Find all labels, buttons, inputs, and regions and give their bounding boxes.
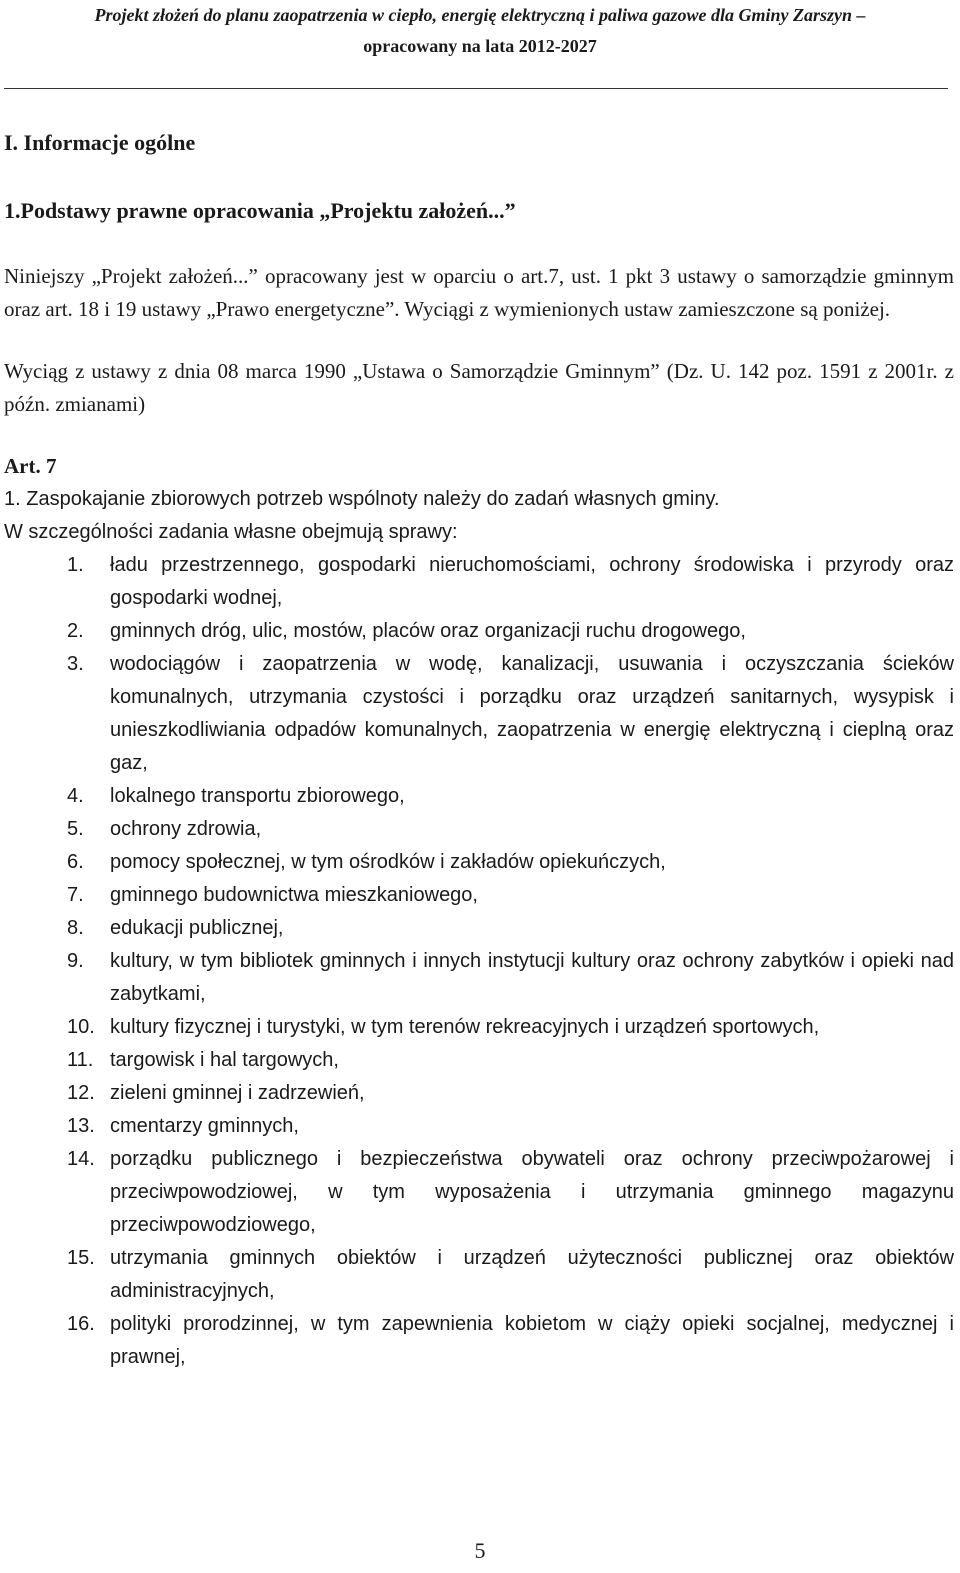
page-header [0, 0, 960, 62]
excerpt-paragraph: Wyciąg z ustawy z dnia 08 marca 1990 „Ustawa o Samorządzie Gminnym” (Dz. U. 142 poz. 1591 z 2001r. z późn. zmianami) [4, 359, 954, 416]
list-item [4, 1242, 954, 1308]
list-item-text: utrzymania gminnych obiektów i urządzeń użyteczności publicznej oraz obiektów administracyjnych, [110, 1247, 954, 1302]
article-lead: W szczególności zadania własne obejmują sprawy: [4, 521, 458, 543]
list-item-text: zieleni gminnej i zadrzewień, [110, 1082, 365, 1104]
list-item-text: gminnego budownictwa mieszkaniowego, [110, 884, 478, 906]
subsection-title: 1.Podstawy prawne opracowania „Projektu założeń...” [4, 198, 516, 223]
list-item-text: kultury fizycznej i turystyki, w tym terenów rekreacyjnych i urządzeń sportowych, [110, 1016, 820, 1038]
header-divider [4, 88, 948, 89]
list-item-number: 4. [67, 785, 84, 807]
page-number: 5 [474, 1538, 486, 1563]
list-item-text: kultury, w tym bibliotek gminnych i innych instytucji kultury oraz ochrony zabytków i opieki nad zabytkami, [110, 950, 954, 1005]
header-title: Projekt złożeń do planu zaopatrzenia w ciepło, energię elektryczną i paliwa gazowe dla Gminy Zarszyn – [94, 5, 866, 25]
list-item [4, 1077, 954, 1110]
list-item-text: porządku publicznego i bezpieczeństwa obywateli oraz ochrony przeciwpożarowej i przeciwpowodziowej, w tym wyposażenia i utrzymania gminnego magazynu przeciwpowodziowego, [110, 1148, 954, 1236]
list-item [4, 879, 954, 912]
list-item-text: edukacji publicznej, [110, 917, 284, 939]
list-item-number: 8. [67, 917, 84, 939]
list-item-text: polityki prorodzinnej, w tym zapewnienia kobietom w ciąży opieki socjalnej, medycznej i prawnej, [110, 1313, 954, 1368]
list-item-text: lokalnego transportu zbiorowego, [110, 785, 405, 807]
list-item-number: 9. [67, 950, 84, 972]
list-item-number: 16. [67, 1313, 95, 1335]
list-item-number: 6. [67, 851, 84, 873]
list-item-number: 13. [67, 1115, 95, 1137]
list-item-number: 7. [67, 884, 84, 906]
list-item-number: 12. [67, 1082, 95, 1104]
list-item-number: 11. [67, 1049, 94, 1071]
article-body [4, 483, 954, 1374]
list-item [4, 1308, 954, 1374]
list-item [4, 615, 954, 648]
list-item-number: 14. [67, 1148, 95, 1170]
list-item [4, 780, 954, 813]
article-point: 1. Zaspokajanie zbiorowych potrzeb wspólnoty należy do zadań własnych gminy. [4, 488, 720, 510]
list-item [4, 1110, 954, 1143]
list-item-text: wodociągów i zaopatrzenia w wodę, kanalizacji, usuwania i oczyszczania ścieków komunalnych, utrzymania czystości i porządku oraz urządzeń sanitarnych, wysypisk i unieszkodliwiania odpadów komunalnych, zaopatrzenia w energię elektryczną i cieplną oraz gaz, [110, 653, 954, 774]
list-item-number: 2. [67, 620, 84, 642]
list-item-text: gminnych dróg, ulic, mostów, placów oraz organizacji ruchu drogowego, [110, 620, 746, 642]
task-list [4, 549, 954, 1374]
list-item-text: pomocy społecznej, w tym ośrodków i zakładów opiekuńczych, [110, 851, 666, 873]
list-item [4, 846, 954, 879]
list-item-number: 3. [67, 653, 84, 675]
list-item-text: targowisk i hal targowych, [110, 1049, 339, 1071]
list-item-number: 10. [67, 1016, 95, 1038]
intro-paragraph: Niniejszy „Projekt założeń...” opracowany jest w oparciu o art.7, ust. 1 pkt 3 ustawy o samorządzie gminnym oraz art. 18 i 19 ustawy „Prawo energetyczne”. Wyciągi z wymienionych ustaw zamieszczone są poniżej. [4, 264, 954, 321]
list-item-number: 1. [67, 554, 84, 576]
list-item-text: ochrony zdrowia, [110, 818, 262, 840]
list-item-number: 5. [67, 818, 84, 840]
section-title: I. Informacje ogólne [4, 130, 196, 155]
document-body [4, 118, 954, 1374]
list-item [4, 1143, 954, 1242]
list-item [4, 549, 954, 615]
list-item [4, 1044, 954, 1077]
list-item [4, 648, 954, 780]
list-item-text: cmentarzy gminnych, [110, 1115, 299, 1137]
list-item-number: 15. [67, 1247, 95, 1269]
list-item [4, 1011, 954, 1044]
list-item [4, 945, 954, 1011]
list-item-text: ładu przestrzennego, gospodarki nieruchomościami, ochrony środowiska i przyrody oraz gospodarki wodnej, [110, 554, 954, 609]
header-subtitle: opracowany na lata 2012-2027 [363, 36, 597, 56]
list-item [4, 912, 954, 945]
list-item [4, 813, 954, 846]
article-label: Art. 7 [4, 454, 57, 478]
